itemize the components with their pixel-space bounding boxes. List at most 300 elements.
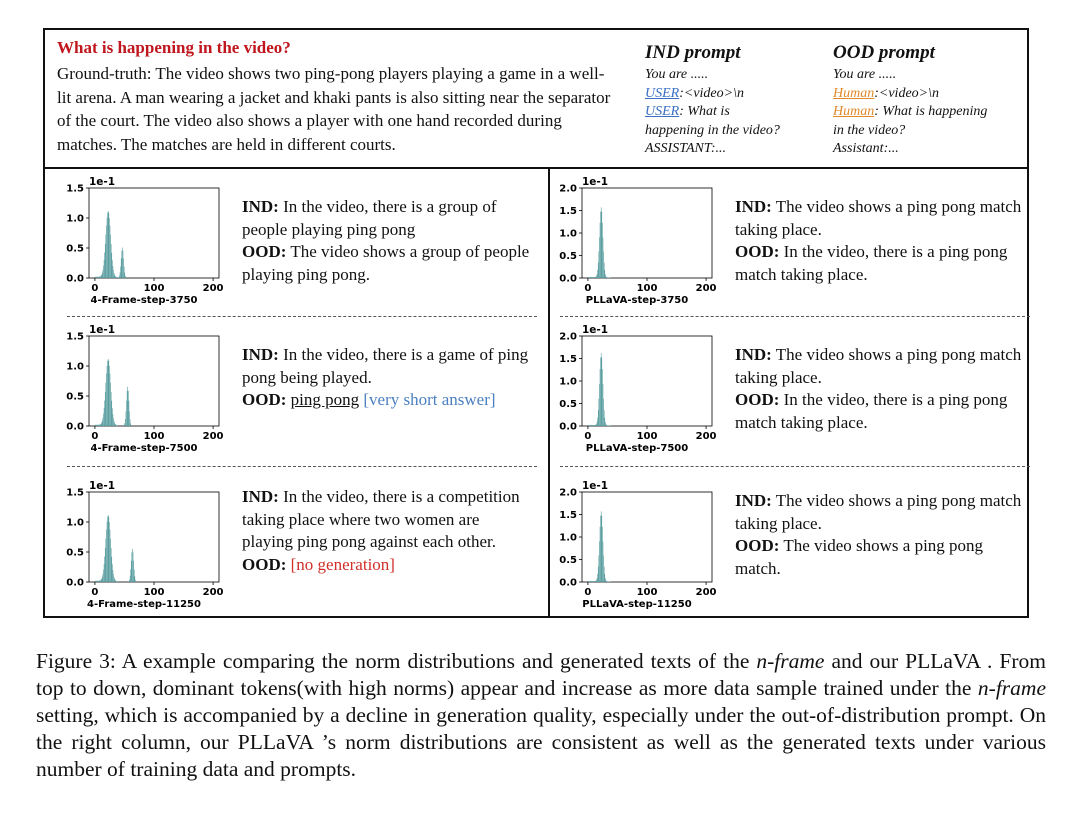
histogram-bar (135, 576, 136, 582)
histogram-bar (118, 277, 119, 278)
x-tick-label: 100 (636, 283, 658, 294)
histogram-bar (126, 277, 127, 278)
histogram-bar (589, 277, 590, 278)
histogram-bar (602, 358, 603, 426)
histogram-bar (593, 277, 594, 278)
histogram-bar (589, 581, 590, 582)
y-tick-label: 0.5 (66, 391, 84, 403)
x-tick-label: 100 (143, 587, 165, 598)
x-axis-label: 4-Frame-step-11250 (87, 599, 201, 610)
histogram-bar (599, 251, 600, 278)
histogram-bar (131, 425, 132, 426)
generated-texts (242, 196, 532, 286)
y-tick-label: 0.0 (66, 577, 84, 589)
histogram-bar (607, 425, 608, 426)
y-tick-label: 0.5 (66, 243, 84, 255)
histogram-bar (125, 276, 126, 278)
histogram-bar (106, 382, 107, 426)
histogram-bar (589, 425, 590, 426)
x-tick-label: 0 (91, 587, 99, 598)
histogram-bar (103, 574, 104, 582)
x-tick-label: 100 (636, 587, 658, 598)
y-tick-label: 2.0 (559, 183, 577, 195)
histogram-bar (598, 262, 599, 278)
histogram-bar (109, 213, 110, 278)
histogram-bar (113, 574, 114, 582)
axis-exponent-label: 1e-1 (89, 176, 116, 188)
norm-histogram (542, 174, 742, 314)
histogram-bar (117, 277, 118, 278)
histogram-bar (114, 275, 115, 278)
histogram-bar (602, 527, 603, 582)
histogram-bar (604, 574, 605, 582)
histogram-bar (603, 399, 604, 426)
histogram-bar (600, 527, 601, 582)
histogram-bar (593, 581, 594, 582)
ind-label: IND: (242, 487, 279, 506)
histogram-bar (106, 529, 107, 582)
ind-label: IND: (735, 345, 772, 364)
histogram-bar (113, 414, 114, 426)
histogram-bar (107, 522, 108, 582)
ind-text: The video shows a ping pong match taking place. (735, 345, 1022, 387)
x-axis-label: PLLaVA-step-7500 (585, 443, 689, 454)
histogram-bar (96, 425, 97, 426)
histogram-bar (590, 581, 591, 582)
histogram-bar (596, 276, 597, 278)
x-tick-label: 0 (91, 431, 99, 442)
histogram-bar (588, 277, 589, 278)
histogram-bar (596, 581, 597, 582)
histogram-bar (588, 425, 589, 426)
histogram-bar (102, 421, 103, 426)
histogram-bar (113, 270, 114, 278)
histogram-bar (608, 425, 609, 426)
question-text: What is happening in the video? (57, 38, 291, 57)
y-tick-label: 1.5 (559, 510, 577, 521)
caption-italic: n-frame (756, 649, 825, 673)
histogram-bar (129, 411, 130, 426)
histogram-bar (593, 581, 594, 582)
histogram-bar (600, 516, 601, 582)
panel-4frame-11250 (49, 478, 539, 626)
ood-prompt-line: :<video>\n (874, 85, 939, 101)
histogram-bar (98, 425, 99, 426)
histogram-bar (606, 580, 607, 582)
ind-prompt-line: :<video>\n (679, 85, 744, 101)
x-axis-label: PLLaVA-step-3750 (585, 295, 689, 306)
y-tick-label: 1.5 (66, 183, 84, 195)
histogram-bar (606, 424, 607, 426)
x-tick-label: 200 (202, 283, 224, 294)
histogram-bar (97, 277, 98, 278)
ood-prompt-body (833, 66, 987, 159)
histogram-bar (104, 253, 105, 278)
histogram-bar (109, 517, 110, 582)
x-tick-label: 200 (202, 587, 224, 598)
histogram-bar (124, 425, 125, 426)
ind-text: The video shows a ping pong match taking place. (735, 197, 1022, 239)
histogram-bar (599, 399, 600, 426)
ood-prompt-line: Assistant:... (833, 141, 899, 156)
histogram-bar (107, 361, 108, 426)
y-tick-label: 1.5 (66, 331, 84, 343)
histogram-bar (590, 581, 591, 582)
histogram-bar (100, 277, 101, 278)
histogram-bar (595, 277, 596, 278)
ood-label: OOD: (242, 554, 287, 574)
histogram-bar (115, 276, 116, 278)
histogram-bar (107, 213, 108, 278)
y-tick-label: 1.0 (66, 213, 84, 225)
histogram-bar (591, 277, 592, 278)
ind-user-tag: USER (645, 85, 680, 101)
histogram-bar (114, 423, 115, 426)
histogram-bar (100, 424, 101, 426)
x-tick-label: 0 (584, 587, 592, 598)
ind-prompt-line: You are ..... (645, 67, 709, 82)
histogram-bar (603, 542, 604, 582)
histogram-bar (116, 277, 117, 278)
histogram-bar (107, 517, 108, 582)
histogram-bar (601, 207, 602, 278)
histogram-bar (600, 357, 601, 426)
x-tick-label: 0 (91, 283, 99, 294)
histogram-bar (120, 272, 121, 278)
histogram-bar (111, 401, 112, 426)
histogram-bar (101, 580, 102, 582)
very-short-answer-note: [very short answer] (359, 390, 496, 409)
ind-prompt-body (645, 66, 780, 159)
histogram-bar (604, 270, 605, 278)
axis-exponent-label: 1e-1 (582, 176, 609, 188)
histogram-bar (607, 581, 608, 582)
histogram-bar (132, 552, 133, 582)
ind-label: IND: (242, 345, 279, 364)
no-generation-note: [no generation] (286, 554, 395, 574)
histogram-bar (591, 425, 592, 426)
histogram-bar (105, 548, 106, 582)
histogram-bar (117, 425, 118, 426)
histogram-bar (107, 218, 108, 278)
ind-prompt-line: ASSISTANT:... (645, 141, 727, 156)
histogram-bar (129, 580, 130, 582)
histogram-bar (593, 277, 594, 278)
histogram-bar (606, 277, 607, 278)
histogram-bar (124, 267, 125, 278)
histogram-bar (117, 425, 118, 426)
y-tick-label: 0.0 (559, 421, 577, 433)
histogram-bar (124, 273, 125, 278)
histogram-bar (116, 277, 117, 278)
histogram-bar (114, 273, 115, 278)
histogram-bar (95, 425, 96, 426)
ood-text: In the video, there is a ping pong match taking place. (735, 242, 1008, 284)
panel-4frame-7500 (49, 322, 539, 470)
histogram-bar (110, 530, 111, 582)
histogram-bar (102, 273, 103, 278)
histogram-bar (109, 218, 110, 278)
histogram-bar (96, 277, 97, 278)
ood-prompt-line: You are ..... (833, 67, 897, 82)
histogram-bar (97, 581, 98, 582)
histogram-bar (98, 277, 99, 278)
histogram-bar (597, 578, 598, 582)
histogram-bar (604, 567, 605, 582)
histogram-bar (128, 391, 129, 426)
ind-prompt-title: IND prompt (645, 42, 741, 63)
histogram-bar (116, 581, 117, 582)
histogram-bar (602, 516, 603, 582)
histogram-bar (101, 579, 102, 582)
histogram-bar (98, 277, 99, 278)
ind-text: In the video, there is a game of ping pong being played. (242, 345, 529, 387)
histogram-bar (600, 369, 601, 426)
histogram-bar (599, 555, 600, 582)
y-tick-label: 0.5 (559, 399, 577, 410)
histogram-bar (111, 244, 112, 278)
x-axis-label: 4-Frame-step-3750 (90, 295, 198, 306)
y-tick-label: 2.0 (559, 487, 577, 499)
histogram-bar (97, 581, 98, 582)
figure-frame (43, 28, 1029, 618)
histogram-bar (103, 414, 104, 426)
x-tick-label: 100 (636, 431, 658, 442)
axis-exponent-label: 1e-1 (582, 480, 609, 492)
histogram-bar (113, 418, 114, 426)
y-tick-label: 1.5 (66, 487, 84, 499)
histogram-bar (106, 234, 107, 278)
axis-exponent-label: 1e-1 (89, 324, 116, 336)
histogram-bar (607, 277, 608, 278)
histogram-bar (125, 419, 126, 426)
histogram-bar (112, 408, 113, 426)
histogram-bar (121, 258, 122, 278)
ood-text: The video shows a group of people playing ping pong. (242, 242, 530, 284)
ood-label: OOD: (735, 242, 780, 261)
histogram-bar (100, 581, 101, 582)
ood-label: OOD: (242, 242, 287, 261)
panel-pllava-3750 (542, 174, 1032, 322)
histogram-bar (108, 359, 109, 426)
histogram-bar (101, 423, 102, 426)
histogram-bar (594, 581, 595, 582)
histogram-bar (127, 387, 128, 426)
histogram-bar (111, 253, 112, 278)
histogram-bar (598, 566, 599, 582)
histogram-bar (96, 581, 97, 582)
histogram-bar (606, 276, 607, 278)
ood-text: ping pong (290, 390, 360, 409)
histogram-bar (104, 401, 105, 426)
ood-label: OOD: (735, 390, 780, 409)
y-tick-label: 1.5 (559, 206, 577, 217)
norm-histogram (49, 174, 249, 314)
histogram-bar (119, 276, 120, 278)
histogram-bar (105, 244, 106, 278)
histogram-bar (126, 411, 127, 426)
histogram-bar (99, 277, 100, 278)
histogram-bar (116, 425, 117, 426)
histogram-bar (596, 277, 597, 278)
norm-histogram (49, 322, 249, 462)
histogram-bar (603, 384, 604, 426)
histogram-bar (104, 408, 105, 426)
histogram-bar (100, 276, 101, 278)
ood-prompt-title: OOD prompt (833, 42, 935, 63)
histogram-bar (109, 522, 110, 582)
y-tick-label: 0.0 (559, 273, 577, 285)
histogram-bar (604, 418, 605, 426)
histogram-bar (119, 277, 120, 278)
histogram-bar (114, 577, 115, 582)
histogram-bar (117, 581, 118, 582)
y-tick-label: 1.0 (559, 532, 577, 544)
ind-prompt-line: happening in the video? (645, 122, 780, 138)
histogram-bar (96, 277, 97, 278)
histogram-bar (589, 277, 590, 278)
histogram-bar (111, 392, 112, 426)
axis-exponent-label: 1e-1 (582, 324, 609, 336)
histogram-bar (101, 424, 102, 426)
histogram-bar (601, 511, 602, 582)
histogram-bar (104, 260, 105, 278)
histogram-bar (594, 425, 595, 426)
histogram-bar (110, 374, 111, 426)
histogram-bar (588, 581, 589, 582)
histogram-bar (596, 425, 597, 426)
x-tick-label: 200 (695, 283, 717, 294)
ind-label: IND: (242, 197, 279, 216)
histogram-bar (594, 425, 595, 426)
histogram-bar (129, 401, 130, 426)
histogram-bar (98, 425, 99, 426)
histogram-bar (598, 410, 599, 426)
caption-italic: n-frame (977, 676, 1046, 700)
histogram-bar (600, 223, 601, 278)
caption-text: Figure 3: A example comparing the norm distributions and generated texts of the (36, 649, 757, 673)
histogram-bar (117, 581, 118, 582)
y-tick-label: 1.0 (559, 376, 577, 388)
ind-label: IND: (735, 491, 772, 510)
histogram-bar (124, 423, 125, 426)
histogram-bar (602, 212, 603, 278)
x-tick-label: 100 (143, 283, 165, 294)
generated-texts (242, 486, 532, 576)
x-tick-label: 0 (584, 283, 592, 294)
ind-prompt-line: : What is (679, 104, 730, 119)
histogram-bar (594, 277, 595, 278)
histogram-bar (114, 579, 115, 582)
histogram-bar (106, 225, 107, 278)
histogram-bar (123, 258, 124, 278)
histogram-bar (608, 581, 609, 582)
ood-human-tag: Human (833, 85, 875, 101)
histogram-bar (601, 353, 602, 426)
histogram-bar (120, 266, 121, 278)
x-axis-label: PLLaVA-step-11250 (582, 599, 692, 610)
histogram-bar (95, 581, 96, 582)
histogram-bar (101, 276, 102, 278)
histogram-bar (607, 425, 608, 426)
histogram-bar (130, 419, 131, 426)
histogram-bar (589, 425, 590, 426)
x-tick-label: 200 (202, 431, 224, 442)
y-tick-label: 1.0 (66, 517, 84, 529)
histogram-bar (108, 515, 109, 582)
panel-pllava-7500 (542, 322, 1032, 470)
y-tick-label: 0.0 (66, 421, 84, 433)
histogram-bar (114, 421, 115, 426)
histogram-bar (590, 277, 591, 278)
histogram-bar (108, 211, 109, 278)
histogram-bar (594, 277, 595, 278)
x-tick-label: 200 (695, 431, 717, 442)
histogram-bar (593, 425, 594, 426)
histogram-bar (136, 581, 137, 582)
histogram-bar (104, 557, 105, 582)
histogram-bar (100, 580, 101, 582)
ind-text: In the video, there is a competition taking place where two women are playing ping pong against each other. (242, 487, 520, 551)
ind-label: IND: (735, 197, 772, 216)
histogram-bar (102, 577, 103, 582)
ood-prompt-line: in the video? (833, 122, 906, 138)
histogram-bar (130, 423, 131, 426)
histogram-bar (607, 581, 608, 582)
ood-text: The video shows a ping pong match. (735, 536, 984, 578)
histogram-bar (115, 580, 116, 582)
histogram-bar (602, 223, 603, 278)
histogram-bar (590, 277, 591, 278)
histogram-bar (99, 425, 100, 426)
histogram-bar (600, 212, 601, 278)
ood-text: In the video, there is a ping pong match taking place. (735, 390, 1008, 432)
histogram-bar (605, 422, 606, 426)
histogram-bar (103, 266, 104, 278)
histogram-bar (132, 549, 133, 582)
histogram-bar (597, 574, 598, 582)
panel-4frame-3750 (49, 174, 539, 322)
histogram-bar (133, 552, 134, 582)
histogram-bar (103, 418, 104, 426)
histogram-bar (110, 383, 111, 426)
y-tick-label: 0.5 (559, 555, 577, 566)
histogram-bar (596, 424, 597, 426)
norm-histogram (49, 478, 249, 618)
histogram-bar (590, 425, 591, 426)
histogram-bar (111, 557, 112, 582)
ood-label: OOD: (242, 390, 287, 409)
histogram-bar (604, 263, 605, 278)
histogram-bar (135, 580, 136, 582)
histogram-bar (591, 581, 592, 582)
histogram-bar (599, 541, 600, 582)
histogram-bar (596, 580, 597, 582)
histogram-bar (594, 581, 595, 582)
histogram-bar (599, 384, 600, 426)
histogram-bar (595, 425, 596, 426)
histogram-bar (603, 556, 604, 582)
histogram-bar (608, 277, 609, 278)
histogram-bar (116, 425, 117, 426)
y-tick-label: 1.5 (559, 354, 577, 365)
histogram-bar (597, 418, 598, 426)
histogram-bar (592, 425, 593, 426)
histogram-bar (126, 401, 127, 426)
histogram-bar (96, 425, 97, 426)
histogram-bar (122, 248, 123, 278)
generated-texts (735, 196, 1025, 286)
